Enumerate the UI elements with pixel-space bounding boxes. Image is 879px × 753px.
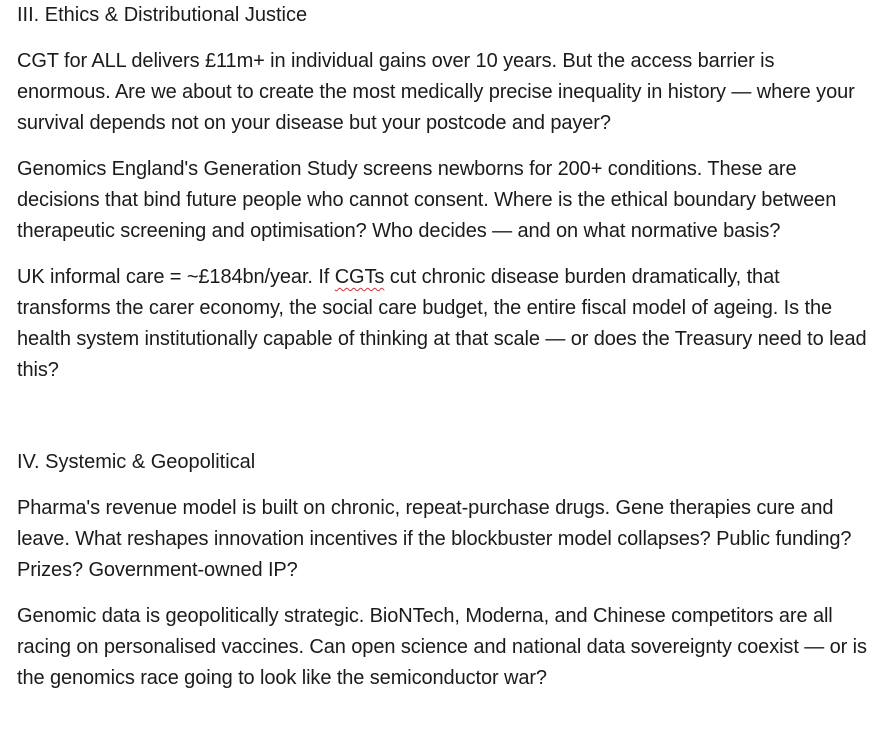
blank-line (17, 386, 867, 432)
paragraph-cgt-inequality: CGT for ALL delivers £11m+ in individual gains over 10 years. But the access barrier is enormous. Are we about to create the most medically precise inequality in history — where your survival depends not on your disease but your postcode and payer? (17, 50, 855, 134)
document-body (17, 0, 867, 694)
spelling-flagged-word[interactable]: CGTs (334, 266, 385, 288)
paragraph-informal-care-rest: cut chronic disease burden dramatically, that transforms the carer economy, the social care budget, the entire fiscal model of ageing. Is the health system institutionally capable of thinking at that scale — or does the Treasury need to lead this? (17, 266, 867, 381)
section-heading-systemic: IV. Systemic & Geopolitical (17, 451, 256, 473)
section-heading-ethics: III. Ethics & Distributional Justice (17, 4, 308, 26)
paragraph-genomic-geopolitics: Genomic data is geopolitically strategic. BioNTech, Moderna, and Chinese competitors are all racing on personalised vaccines. Can open science and national data sovereignty coexist — or is the genomics race going to look like the semiconductor war? (17, 605, 867, 689)
paragraph-informal-care-start: UK informal care = ~£184bn/year. If (17, 266, 335, 288)
paragraph-informal-care (17, 262, 867, 386)
paragraph-generation-study: Genomics England's Generation Study screens newborns for 200+ conditions. These are decisions that bind future people who cannot consent. Where is the ethical boundary between therapeutic screening and optimisation? Who decides — and on what normative basis? (17, 158, 837, 242)
paragraph-pharma-revenue: Pharma's revenue model is built on chronic, repeat-purchase drugs. Gene therapies cure and leave. What reshapes innovation incentives if the blockbuster model collapses? Public funding? Prizes? Government-owned IP? (17, 497, 852, 581)
